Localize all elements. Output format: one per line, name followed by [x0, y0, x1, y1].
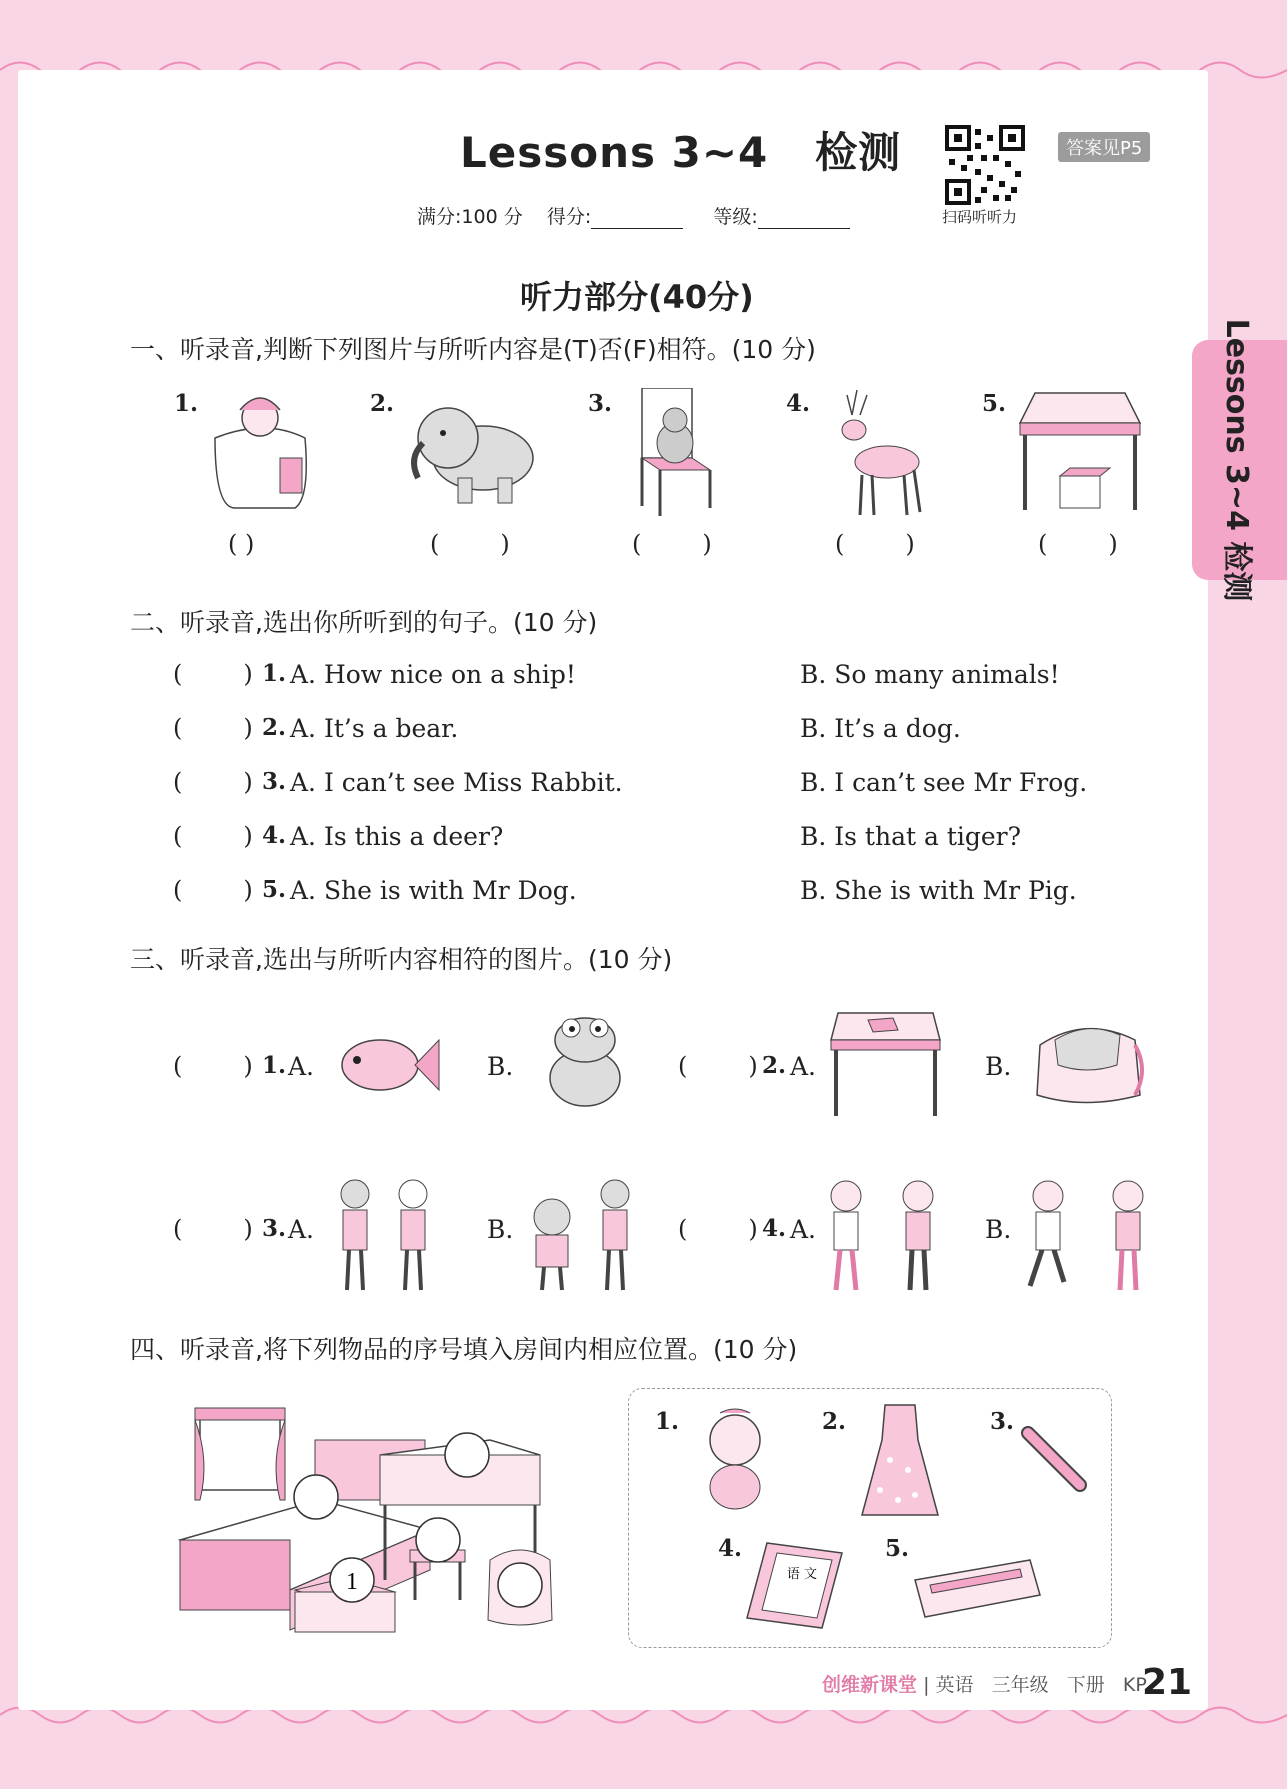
s4-item-2-num: 2.	[822, 1408, 847, 1435]
s1-item-2-num: 2.	[370, 390, 395, 417]
s2-row-5-answer[interactable]: ( )	[173, 876, 253, 904]
s3-item-1-answer[interactable]: ( )	[173, 1052, 253, 1080]
s3-item-2-num: 2.	[762, 1052, 787, 1079]
s2-row-5-num: 5.	[262, 876, 287, 903]
s1-item-1-num: 1.	[174, 390, 199, 417]
side-tab	[1192, 318, 1287, 602]
book-on-desk-picture	[828, 1008, 943, 1118]
s3-item-4-a-label: A.	[790, 1215, 817, 1244]
answer-badge: 答案见P5	[1058, 132, 1150, 162]
s2-row-1-num: 1.	[262, 660, 287, 687]
pencil-box-picture	[910, 1555, 1045, 1625]
qr-code-icon[interactable]	[945, 125, 1025, 205]
s2-row-2-num: 2.	[262, 714, 287, 741]
qr-label: 扫码听听力	[942, 208, 1018, 226]
section4-title: 四、听录音,将下列物品的序号填入房间内相应位置。(10 分)	[130, 1335, 798, 1364]
bedroom-picture	[170, 1400, 570, 1640]
s2-row-1-option-a: A. How nice on a ship!	[290, 660, 576, 689]
elephant-picture	[403, 398, 543, 508]
bear-and-fox-picture	[520, 1172, 645, 1297]
grade-label: 等级:	[713, 206, 758, 228]
page-number: 21	[1142, 1662, 1193, 1703]
s2-row-4-option-a: A. Is this a deer?	[290, 822, 504, 851]
room-circle-box-label: 1	[346, 1569, 358, 1595]
deer-picture	[822, 390, 932, 520]
s4-item-5-num: 5.	[885, 1535, 910, 1562]
chinese-book-picture	[742, 1538, 847, 1633]
footer	[822, 1670, 1147, 1697]
s2-row-1-option-b: B. So many animals!	[800, 660, 1060, 689]
full-score: 满分:100 分	[417, 206, 523, 228]
s2-row-4-option-b: B. Is that a tiger?	[800, 822, 1022, 851]
s3-item-3-b-label: B.	[487, 1215, 514, 1244]
s2-row-3-option-b: B. I can’t see Mr Frog.	[800, 768, 1088, 797]
s3-item-1-b-label: B.	[487, 1052, 514, 1081]
score-label: 得分:	[546, 206, 592, 228]
s4-item-4-num: 4.	[718, 1535, 743, 1562]
side-tab-label: Lessons 3~4 检测	[1218, 318, 1254, 602]
s3-item-3-answer[interactable]: ( )	[173, 1215, 253, 1243]
girl-and-boy-picture-a	[818, 1178, 948, 1293]
s2-row-2-option-a: A. It’s a bear.	[290, 714, 459, 743]
frog-picture	[535, 1010, 635, 1115]
pen-picture	[1020, 1425, 1090, 1495]
s1-item-3-answer[interactable]: ( )	[632, 530, 712, 558]
s3-item-1-a-label: A.	[288, 1052, 315, 1081]
s3-item-2-answer[interactable]: ( )	[678, 1052, 758, 1080]
section3-title: 三、听录音,选出与所听内容相符的图片。(10 分)	[130, 945, 673, 974]
s1-item-3-num: 3.	[588, 390, 613, 417]
section1-title: 一、听录音,判断下列图片与所听内容是(T)否(F)相符。(10 分)	[130, 335, 816, 364]
s2-row-3-num: 3.	[262, 768, 287, 795]
s1-item-4-num: 4.	[786, 390, 811, 417]
s1-item-2-answer[interactable]: ( )	[430, 530, 510, 558]
footer-info: | 英语 三年级 下册 KP	[923, 1674, 1147, 1696]
s3-item-1-num: 1.	[262, 1052, 287, 1079]
score-line	[417, 202, 874, 229]
schoolbag-picture	[1025, 1015, 1150, 1110]
s3-item-2-b-label: B.	[985, 1052, 1012, 1081]
s4-item-1-num: 1.	[655, 1408, 680, 1435]
room-circle-bag[interactable]	[498, 1563, 542, 1607]
s2-row-3-answer[interactable]: ( )	[173, 768, 253, 796]
s3-item-4-b-label: B.	[985, 1215, 1012, 1244]
grade-blank[interactable]	[758, 210, 850, 229]
s3-item-3-num: 3.	[262, 1215, 287, 1242]
s1-item-4-answer[interactable]: ( )	[835, 530, 915, 558]
s4-item-3-num: 3.	[990, 1408, 1015, 1435]
s2-row-5-option-b: B. She is with Mr Pig.	[800, 876, 1077, 905]
s1-item-1-answer[interactable]: ( )	[228, 530, 255, 558]
doll-picture	[690, 1405, 780, 1515]
s2-row-2-answer[interactable]: ( )	[173, 714, 253, 742]
s3-item-4-answer[interactable]: ( )	[678, 1215, 758, 1243]
s3-item-2-a-label: A.	[790, 1052, 817, 1081]
boy-and-girl-picture-b	[1018, 1178, 1158, 1293]
s2-row-5-option-a: A. She is with Mr Dog.	[290, 876, 577, 905]
dress-picture	[860, 1400, 940, 1520]
s2-row-1-answer[interactable]: ( )	[173, 660, 253, 688]
fox-and-dog-picture	[325, 1172, 445, 1297]
score-blank[interactable]	[591, 210, 683, 229]
s3-item-4-num: 4.	[762, 1215, 787, 1242]
cat-on-chair-picture	[630, 388, 720, 518]
book-label: 语 文	[786, 1567, 818, 1582]
s3-item-3-a-label: A.	[288, 1215, 315, 1244]
footer-brand: 创维新课堂	[822, 1674, 918, 1696]
s2-row-4-num: 4.	[262, 822, 287, 849]
girl-sleeping-bag-picture	[205, 388, 315, 513]
page-title: Lessons 3~4 检测	[460, 128, 902, 177]
box-under-table-picture	[1015, 388, 1145, 513]
room-circle-chair[interactable]	[416, 1518, 460, 1562]
s1-item-5-answer[interactable]: ( )	[1038, 530, 1118, 558]
room-circle-bed[interactable]	[294, 1475, 338, 1519]
s2-row-2-option-b: B. It’s a dog.	[800, 714, 961, 743]
fish-picture	[335, 1025, 440, 1105]
s2-row-4-answer[interactable]: ( )	[173, 822, 253, 850]
s1-item-5-num: 5.	[982, 390, 1007, 417]
listening-heading: 听力部分(40分)	[520, 278, 754, 316]
room-circle-wall[interactable]	[445, 1433, 489, 1477]
s2-row-3-option-a: A. I can’t see Miss Rabbit.	[290, 768, 623, 797]
section2-title: 二、听录音,选出你所听到的句子。(10 分)	[130, 608, 598, 637]
